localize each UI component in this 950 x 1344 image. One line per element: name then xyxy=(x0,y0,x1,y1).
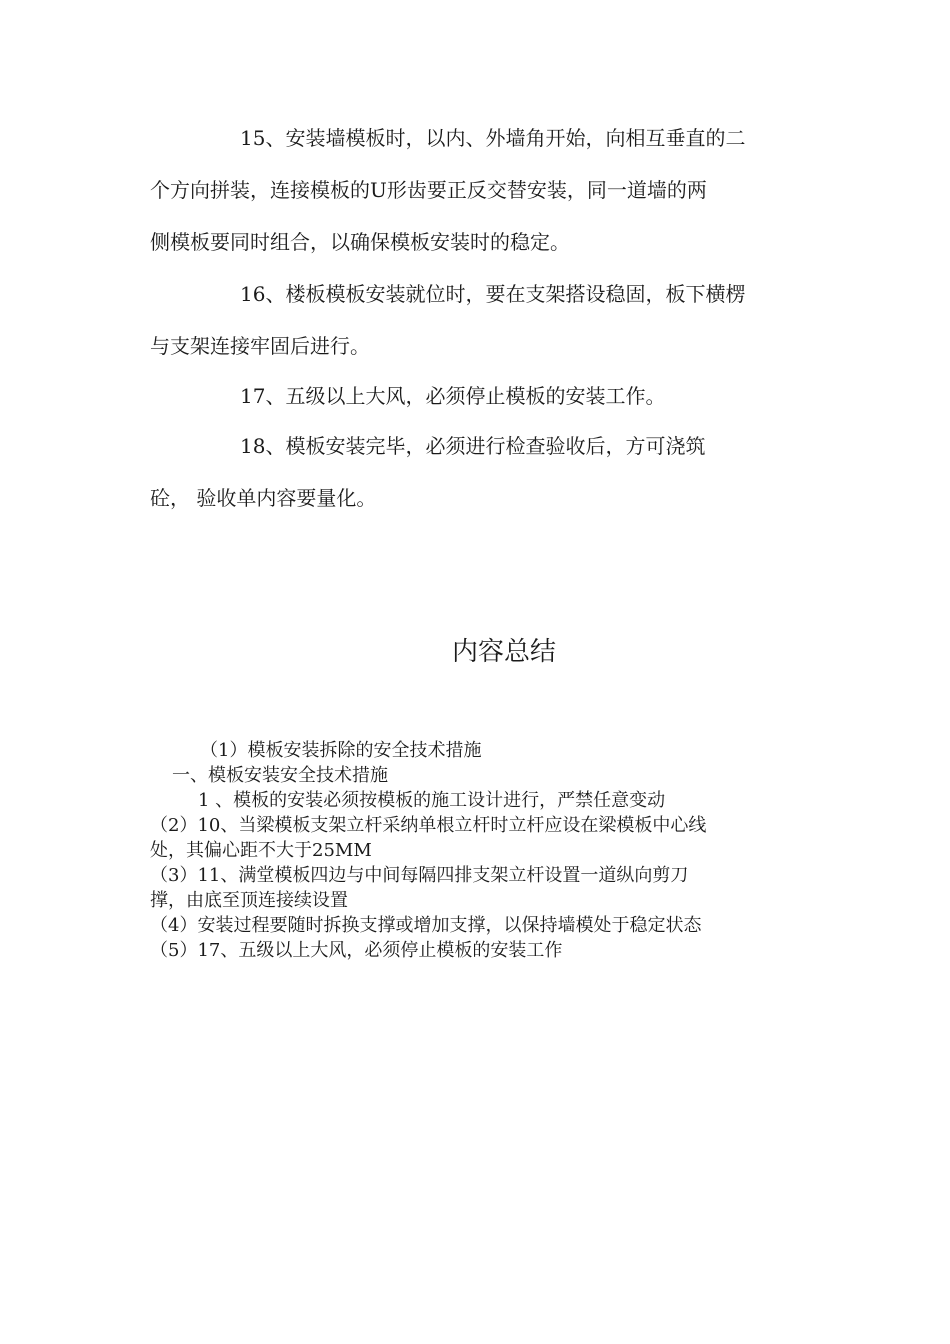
paragraph-18 xyxy=(150,420,810,524)
summary-line: （5）17、五级以上大风，必须停止模板的安装工作 xyxy=(150,940,563,961)
summary-title: 内容总结 xyxy=(451,637,556,667)
summary-line: 一、模板安装安全技术措施 xyxy=(172,765,388,786)
paragraph-line: 16、楼板模板安装就位时，要在支架搭设稳固，板下横楞 xyxy=(240,282,746,306)
paragraph-line: 与支架连接牢固后进行。 xyxy=(150,334,370,358)
summary-line: 撑，由底至顶连接续设置 xyxy=(150,890,348,911)
paragraph-line: 个方向拼装，连接模板的U形齿要正反交替安装，同一道墙的两 xyxy=(150,178,707,202)
paragraph-line: 侧模板要同时组合，以确保模板安装时的稳定。 xyxy=(150,230,570,254)
paragraph-15 xyxy=(150,112,810,268)
summary-line: （1）模板安装拆除的安全技术措施 xyxy=(200,740,482,761)
paragraph-line: 18、模板安装完毕，必须进行检查验收后，方可浇筑 xyxy=(240,434,706,458)
paragraph-line: 砼， 验收单内容要量化。 xyxy=(150,486,377,510)
summary-line: 1 、模板的安装必须按模板的施工设计进行，严禁任意变动 xyxy=(198,790,666,811)
summary-line: （3）11、满堂模板四边与中间每隔四排支架立杆设置一道纵向剪刀 xyxy=(150,865,689,886)
paragraph-16 xyxy=(150,268,810,372)
paragraph-17 xyxy=(150,370,810,422)
summary-line: （4）安装过程要随时拆换支撑或增加支撑，以保持墙模处于稳定状态 xyxy=(150,915,702,936)
summary-line: （2）10、当梁模板支架立杆采纳单根立杆时立杆应设在梁模板中心线 xyxy=(150,815,707,836)
paragraph-line: 15、安装墙模板时，以内、外墙角开始，向相互垂直的二 xyxy=(240,126,746,150)
summary-line: 处，其偏心距不大于25MM xyxy=(150,840,372,861)
paragraph-line: 17、五级以上大风，必须停止模板的安装工作。 xyxy=(240,384,666,408)
summary-list xyxy=(150,738,810,963)
